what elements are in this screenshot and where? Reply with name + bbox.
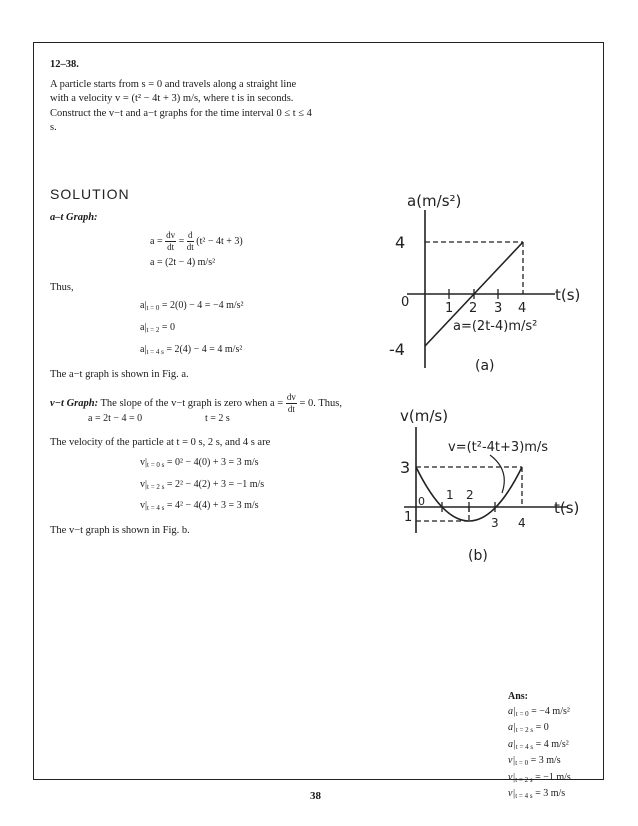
fig-b-tick-label-3: 3 <box>491 516 499 530</box>
vt-eq-t: t = 2 s <box>205 413 230 424</box>
answer-line: $a|_{t = 0} = -4$ m/s² <box>508 705 570 718</box>
page-number: 38 <box>310 790 321 802</box>
fig-a-origin: 0 <box>401 295 410 310</box>
answer-line: $a|_{t = 2 s} = 0$ <box>508 722 549 734</box>
fig-b-tick-label-4: 4 <box>518 516 526 530</box>
dv-dt-fraction: $\frac{dv}{dt}$ <box>166 230 176 252</box>
vt-velocity-text: The velocity of the particle at t = 0 s, 2 s, and 4 s are <box>50 437 271 448</box>
answers-title: Ans: <box>508 691 529 702</box>
fig-a-curve-label: a=(2t-4)m/s² <box>453 319 538 334</box>
fig-b-ylabel: v(m/s) <box>400 407 449 425</box>
fig-a-tick-neg4: -4 <box>389 340 405 359</box>
at-shown-text: The a−t graph is shown in Fig. a. <box>50 369 189 380</box>
problem-text: A particle starts from s = 0 and travels along a straight line with a velocity v = (t² − 4t + 3) m/s, where t is in seconds. Construct the v−t and a−t graphs for the time interval 0 ≤ t ≤ 4 s. <box>50 79 312 134</box>
at-heading: a–t Graph: <box>50 212 98 223</box>
answer-line: $a|_{t = 4 s} = 4$ m/s² <box>508 738 569 751</box>
fig-b-xlabel: t(s) <box>554 499 580 517</box>
solution-heading: SOLUTION <box>50 186 130 202</box>
answers-box <box>508 690 571 804</box>
fig-b-origin: 0 <box>418 495 425 508</box>
d-dt-fraction: $\frac{d}{dt}$ <box>186 230 194 252</box>
vt-dv-dt-fraction: $\frac{dv}{dt}$ <box>286 392 296 414</box>
at-eval-t4: $a|_{t = 4 s} = 2(4) - 4 = 4$ m/s² <box>140 344 243 356</box>
fig-a-caption: (a) <box>475 358 495 374</box>
vt-eval-t2: $v|_{t = 2 s} = 2^2 - 4(2) + 3 = -1$ m/s <box>140 479 265 491</box>
at-eq1: a = $\frac{dv}{dt}$ = $\frac{d}{dt}$ (t² − 4t + 3) <box>150 230 243 252</box>
at-eval-t0: $a|_{t = 0} = 2(0) - 4 = -4$ m/s² <box>140 300 244 312</box>
fig-a-tick-label-1: 1 <box>445 301 454 316</box>
answer-line: $v|_{t = 0} = 3$ m/s <box>508 755 561 767</box>
fig-b-tick-3: 3 <box>400 458 411 477</box>
vt-eval-t4: $v|_{t = 4 s} = 4^2 - 4(4) + 3 = 3$ m/s <box>140 500 259 512</box>
fig-b-caption: (b) <box>468 548 488 564</box>
answer-line: $v|_{t = 4 s} = 3$ m/s <box>508 788 566 800</box>
fig-b-curve-label: v=(t²-4t+3)m/s <box>448 440 549 455</box>
at-eval-t2: $a|_{t = 2} = 0$ <box>140 322 175 334</box>
fig-a-tick-4: 4 <box>395 233 406 252</box>
at-eq2: a = (2t − 4) m/s² <box>150 257 216 268</box>
figure-a-at-graph <box>385 190 600 380</box>
vt-eval-t0: $v|_{t = 0 s} = 0^2 - 4(0) + 3 = 3$ m/s <box>140 457 259 469</box>
vt-intro: v−t Graph: The slope of the v−t graph is zero when a = $\frac{dv}{dt}$ = 0. Thus, <box>50 392 342 414</box>
fig-a-ylabel: a(m/s²) <box>407 192 462 210</box>
fig-a-tick-label-3: 3 <box>494 301 503 316</box>
fig-b-label-pointer <box>490 455 504 493</box>
fig-a-tick-label-4: 4 <box>518 301 527 316</box>
fig-b-tick-label-1: 1 <box>446 488 454 502</box>
vt-shown-text: The v−t graph is shown in Fig. b. <box>50 525 190 536</box>
problem-number: 12–38. <box>50 59 79 70</box>
fig-b-tick-neg1: 1 <box>404 510 413 525</box>
fig-a-tick-label-2: 2 <box>469 301 478 316</box>
thus-text: Thus, <box>50 282 74 293</box>
fig-a-xlabel: t(s) <box>555 286 581 304</box>
fig-b-tick-label-2: 2 <box>466 488 474 502</box>
vt-eq-a: a = 2t − 4 = 0 <box>88 413 143 424</box>
figure-b-vt-graph <box>390 405 605 570</box>
answer-line: $v|_{t = 2 s} = -1$ m/s <box>508 771 571 784</box>
